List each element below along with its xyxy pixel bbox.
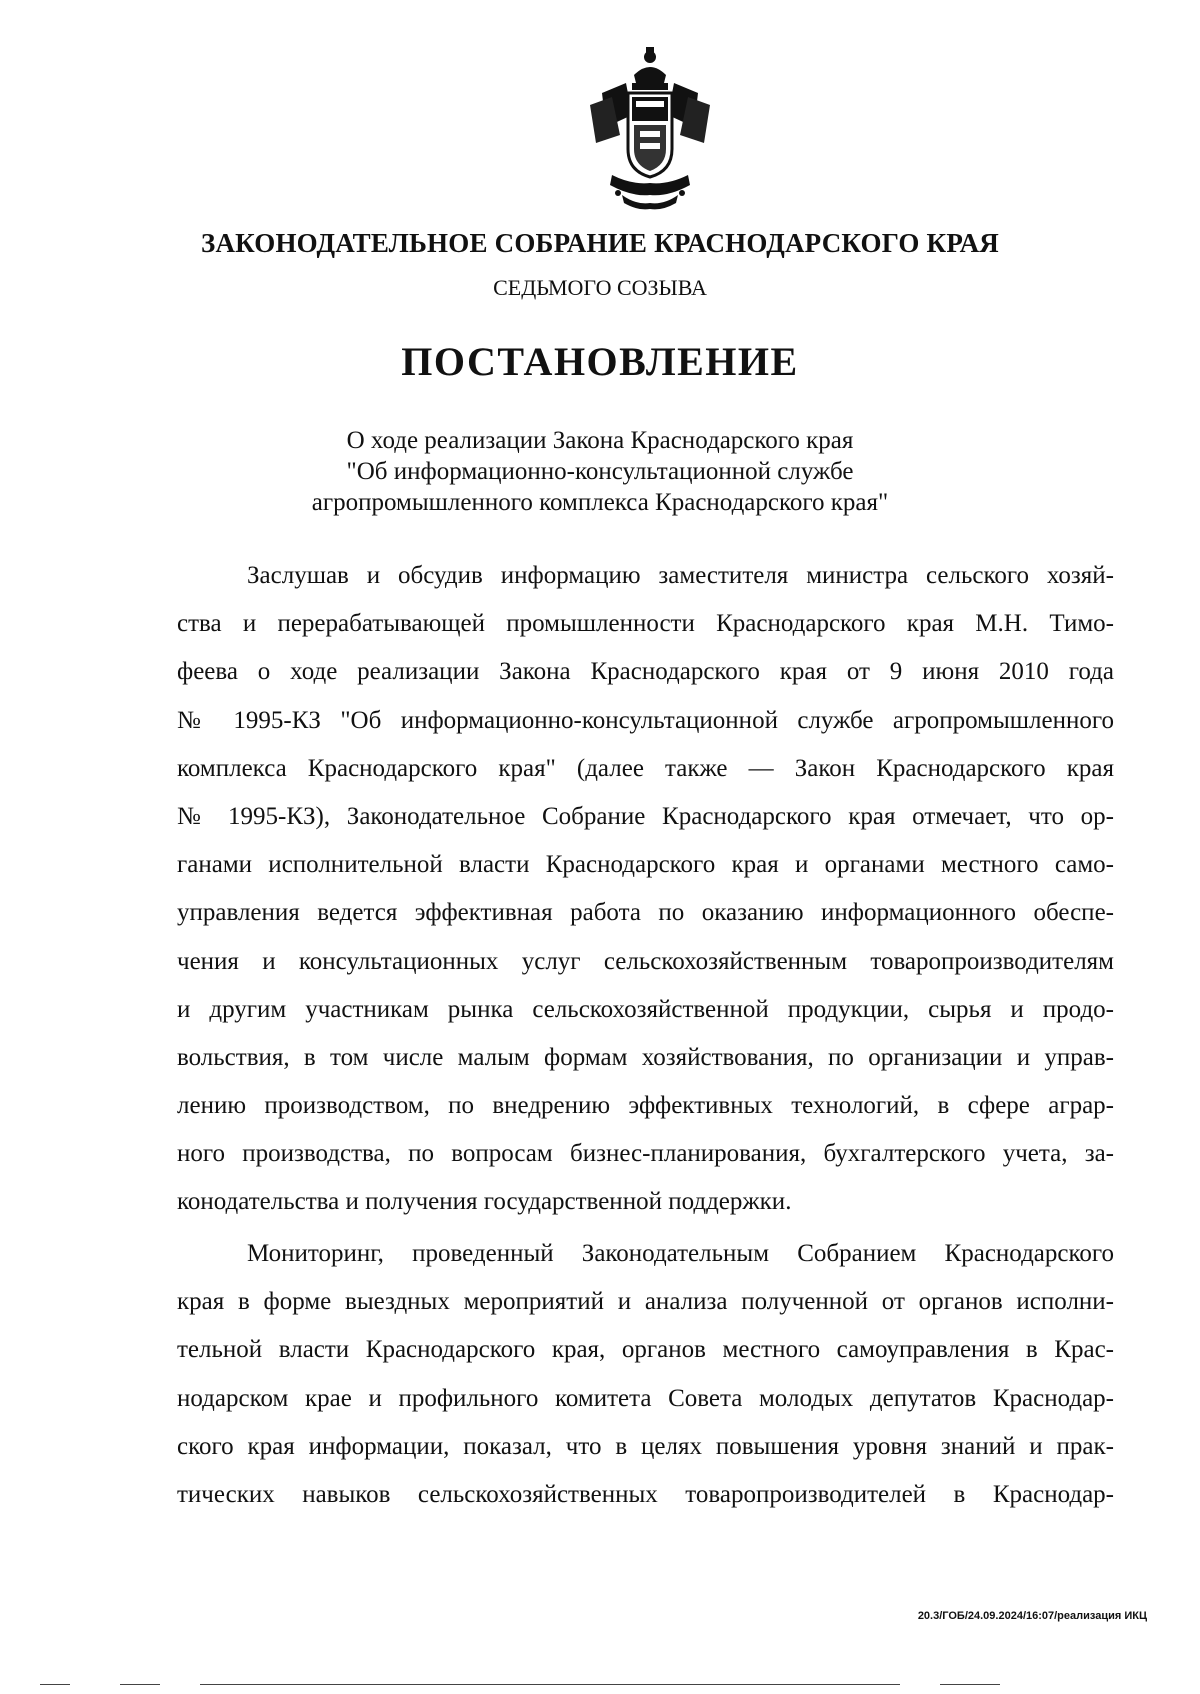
document-registration-code: 20.3/ГОБ/24.09.2024/16:07/реализация ИКЦ bbox=[917, 1610, 1147, 1622]
text-line: феева о ходе реализации Закона Краснодарского края от 9 июня 2010 года bbox=[177, 658, 1114, 686]
text-line: комплекса Краснодарского края" (далее также — Закон Краснодарского края bbox=[177, 754, 1114, 782]
text-line: тических навыков сельскохозяйственных товаропроизводителей в Краснодар- bbox=[177, 1480, 1114, 1508]
text-line: края в форме выездных мероприятий и анализа полученной от органов исполни- bbox=[177, 1288, 1114, 1316]
text-line: управления ведется эффективная работа по оказанию информационного обеспе- bbox=[177, 899, 1114, 927]
text-line: чения и консультационных услуг сельскохозяйственным товаропроизводителям bbox=[177, 947, 1114, 975]
text-line: и другим участникам рынка сельскохозяйственной продукции, сырья и продо- bbox=[177, 995, 1114, 1023]
text-line: ного производства, по вопросам бизнес-планирования, бухгалтерского учета, за- bbox=[177, 1140, 1114, 1168]
scan-edge-line bbox=[40, 1684, 70, 1685]
scan-edge-line bbox=[940, 1684, 1000, 1685]
text-line: нодарском крае и профильного комитета Совета молодых депутатов Краснодар- bbox=[177, 1384, 1114, 1412]
text-line: ганами исполнительной власти Краснодарского края и органами местного само- bbox=[177, 851, 1114, 879]
text-line: тельной власти Краснодарского края, органов местного самоуправления в Крас- bbox=[177, 1336, 1114, 1364]
text-line: ства и перерабатывающей промышленности Краснодарского края М.Н. Тимо- bbox=[177, 610, 1114, 638]
convocation: СЕДЬМОГО СОЗЫВА bbox=[493, 275, 707, 300]
text-line: Заслушав и обсудив информацию заместителя министра сельского хозяй- bbox=[247, 562, 1114, 589]
organization-name: ЗАКОНОДАТЕЛЬНОЕ СОБРАНИЕ КРАСНОДАРСКОГО КРАЯ bbox=[201, 228, 999, 258]
subject-line: О ходе реализации Закона Краснодарского края bbox=[346, 427, 854, 454]
text-line: конодательства и получения государственной поддержки. bbox=[177, 1188, 792, 1216]
text-line: ского края информации, показал, что в целях повышения уровня знаний и прак- bbox=[177, 1432, 1114, 1460]
scan-edge-line bbox=[120, 1684, 160, 1685]
coat-of-arms-icon bbox=[582, 45, 718, 210]
subject-line: "Об информационно-консультационной службе bbox=[346, 458, 854, 485]
scan-edge-line bbox=[200, 1684, 900, 1685]
paragraph-2 bbox=[177, 1230, 1114, 1519]
text-line: № 1995-КЗ "Об информационно-консультационной службе агропромышленного bbox=[177, 706, 1114, 734]
text-line: вольствия, в том числе малым формам хозяйствования, по организации и управ- bbox=[177, 1043, 1114, 1071]
subject-line: агропромышленного комплекса Краснодарского края" bbox=[311, 489, 889, 516]
document-type: ПОСТАНОВЛЕНИЕ bbox=[401, 339, 799, 384]
text-line: лению производством, по внедрению эффективных технологий, в сфере аграр- bbox=[177, 1092, 1114, 1120]
text-line: Мониторинг, проведенный Законодательным Собранием Краснодарского bbox=[247, 1240, 1114, 1267]
text-line: № 1995-КЗ), Законодательное Собрание Краснодарского края отмечает, что ор- bbox=[177, 802, 1114, 830]
paragraph-1 bbox=[177, 552, 1114, 1227]
document-subject bbox=[0, 425, 1200, 518]
